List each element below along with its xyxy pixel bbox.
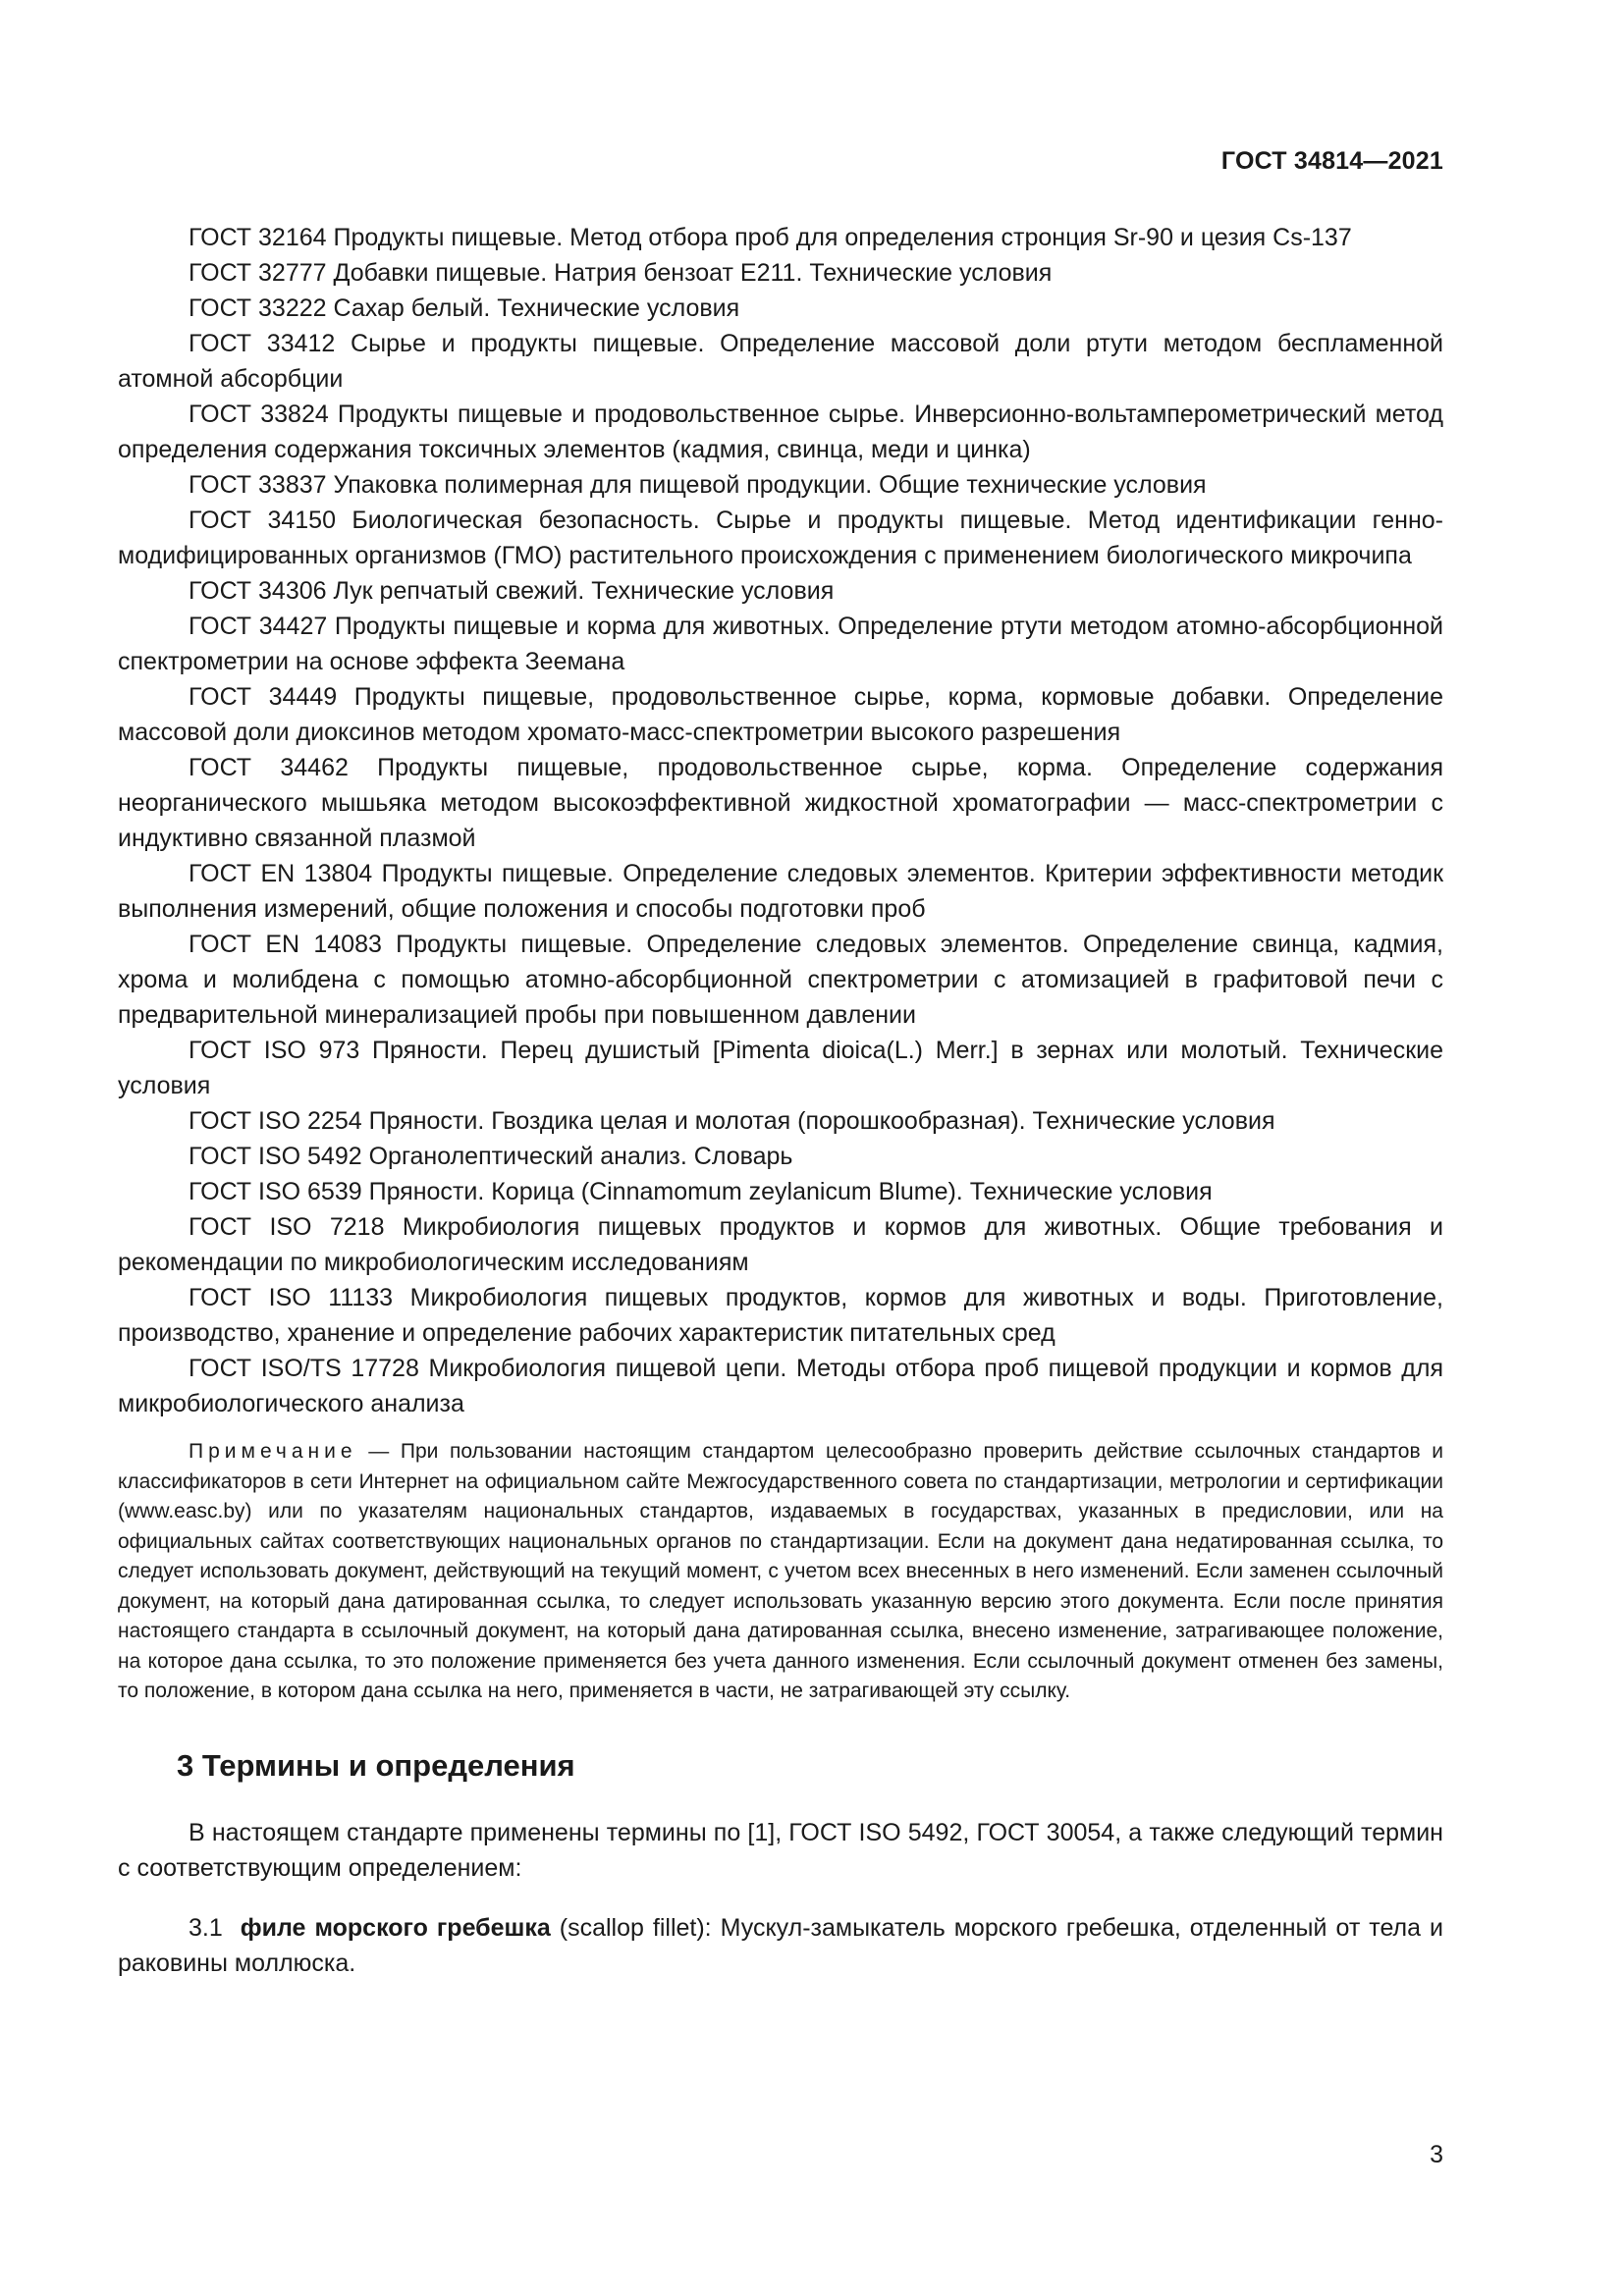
term-name: филе морского гребешка	[240, 1913, 551, 1942]
reference-item: ГОСТ ISO 11133 Микробиология пищевых продуктов, кормов для животных и воды. Приготовление, производство, хранение и определение рабочих характеристик питательных сред	[118, 1284, 1443, 1347]
document-body	[118, 220, 1443, 2005]
reference-item: ГОСТ ISO 6539 Пряности. Корица (Cinnamomum zeylanicum Blume). Технические условия	[189, 1178, 1213, 1205]
reference-item: ГОСТ 33824 Продукты пищевые и продовольственное сырье. Инверсионно-вольтамперометрический метод определения содержания токсичных элементов (кадмия, свинца, меди и цинка)	[118, 400, 1443, 463]
reference-item: ГОСТ EN 14083 Продукты пищевые. Определение следовых элементов. Определение свинца, кадмия, хрома и молибдена с помощью атомно-абсорбционной спектрометрии с атомизацией в графитовой печи с предварительной минерализацией пробы при повышенном давлении	[118, 931, 1443, 1029]
section-intro: В настоящем стандарте применены термины по [1], ГОСТ ISO 5492, ГОСТ 30054, а также следующий термин с соответствующим определением:	[118, 1818, 1443, 1882]
reference-item: ГОСТ 32777 Добавки пищевые. Натрия бензоат Е211. Технические условия	[189, 259, 1053, 287]
reference-item: ГОСТ 34150 Биологическая безопасность. Сырье и продукты пищевые. Метод идентификации генно-модифицированных организмов (ГМО) растительного происхождения с применением биологического микрочипа	[118, 507, 1443, 569]
term-text: (scallop fillet): Мускул-замыкатель морского гребешка, отделенный от тела и раковины моллюска.	[118, 1913, 1443, 1977]
document-header: ГОСТ 34814—2021	[1220, 147, 1443, 175]
reference-item: ГОСТ 34427 Продукты пищевые и корма для животных. Определение ртути методом атомно-абсорбционной спектрометрии на основе эффекта Зеемана	[118, 613, 1443, 675]
reference-item: ГОСТ ISO 973 Пряности. Перец душистый [Pimenta dioica(L.) Merr.] в зернах или молотый. Технические условия	[118, 1037, 1443, 1099]
term-definition	[118, 1910, 1443, 1981]
note-text: — При пользовании настоящим стандартом целесообразно проверить действие ссылочных стандартов и классификаторов в сети Интернет на официальном сайте Межгосударственного совета по стандартизации, метрологии и сертификации (www.easc.by) или по указателям национальных стандартов, издаваемых в государствах, указанных в предисловии, или на официальных сайтах соответствующих национальных органов по стандартизации. Если на документ дана недатированная ссылка, то следует использовать документ, действующий на текущий момент, с учетом всех внесенных в него изменений. Если заменен ссылочный документ, на который дана датированная ссылка, то следует использовать указанную версию этого документа. Если после принятия настоящего стандарта в ссылочный документ, на который дана датированная ссылка, внесено изменение, затрагивающее положение, на которое дана ссылка, то это положение применяется без учета данного изменения. Если ссылочный документ отменен без замены, то положение, в котором дана ссылка на него, применяется в части, не затрагивающей эту ссылку.	[118, 1440, 1443, 1702]
reference-item: ГОСТ 33412 Сырье и продукты пищевые. Определение массовой доли ртути методом беспламенной атомной абсорбции	[118, 330, 1443, 393]
reference-item: ГОСТ ISO 2254 Пряности. Гвоздика целая и молотая (порошкообразная). Технические условия	[189, 1107, 1275, 1135]
reference-item: ГОСТ 34449 Продукты пищевые, продовольственное сырье, корма, кормовые добавки. Определение массовой доли диоксинов методом хромато-масс-спектрометрии высокого разрешения	[118, 683, 1443, 746]
reference-item: ГОСТ 34462 Продукты пищевые, продовольственное сырье, корма. Определение содержания неорганического мышьяка методом высокоэффективной жидкостной хроматографии — масс-спектрометрии с индуктивно связанной плазмой	[118, 754, 1443, 852]
reference-item: ГОСТ ISO 5492 Органолептический анализ. Словарь	[189, 1143, 793, 1170]
reference-item: ГОСТ 34306 Лук репчатый свежий. Технические условия	[189, 577, 835, 605]
page-number: 3	[1430, 2141, 1443, 2168]
note-paragraph	[118, 1437, 1443, 1707]
reference-item: ГОСТ 33837 Упаковка полимерная для пищевой продукции. Общие технические условия	[189, 471, 1207, 499]
note-label: Примечание	[189, 1440, 357, 1463]
reference-item: ГОСТ 33222 Сахар белый. Технические условия	[189, 294, 740, 322]
reference-item: ГОСТ 32164 Продукты пищевые. Метод отбора проб для определения стронция Sr-90 и цезия Cs-137	[189, 224, 1352, 251]
reference-item: ГОСТ ISO/TS 17728 Микробиология пищевой цепи. Методы отбора проб пищевой продукции и кормов для микробиологического анализа	[118, 1355, 1443, 1417]
references-list	[118, 220, 1443, 1421]
reference-item: ГОСТ ISO 7218 Микробиология пищевых продуктов и кормов для животных. Общие требования и рекомендации по микробиологическим исследованиям	[118, 1213, 1443, 1276]
term-number: 3.1	[189, 1913, 223, 1942]
reference-item: ГОСТ EN 13804 Продукты пищевые. Определение следовых элементов. Критерии эффективности методик выполнения измерений, общие положения и способы подготовки проб	[118, 860, 1443, 923]
section-title: 3 Термины и определения	[177, 1747, 575, 1783]
